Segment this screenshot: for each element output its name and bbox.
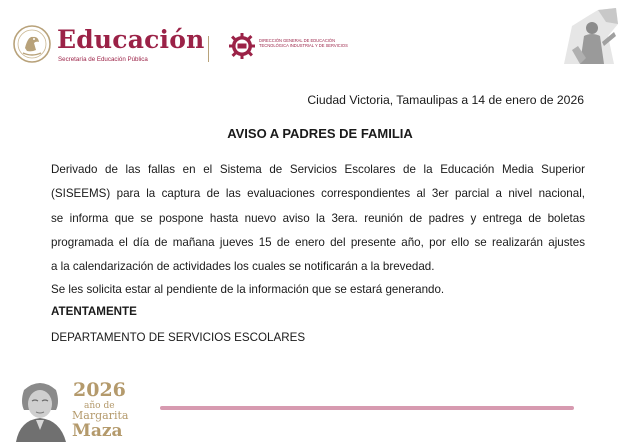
paragraph-line: Derivado de las fallas en el Sistema de Servicios Escolares de la Educación Media Superior (51, 163, 585, 176)
brand-subtitle: Secretaría de Educación Pública (58, 56, 148, 63)
margarita-maza-portrait-icon (6, 376, 74, 442)
secondary-logo-line: TECNOLÓGICA INDUSTRIAL Y DE SERVICIOS (259, 43, 348, 49)
closing-text: ATENTAMENTE (51, 305, 137, 318)
second-paragraph: Se les solicita estar al pendiente de la información que se estará generando. (51, 283, 445, 296)
brand-title: Educación (57, 25, 205, 54)
footer-name-last: Maza (72, 421, 123, 441)
signature-department: DEPARTAMENTO DE SERVICIOS ESCOLARES (51, 331, 306, 344)
paragraph-line: (SISEEMS) para la captura de las evaluaciones correspondientes al 3er parcial a nivel nacional, (51, 187, 585, 201)
paragraph-line: se informa que se pospone hasta nuevo aviso la 3era. reunión de padres y entrega de boletas (51, 211, 585, 225)
date-line: Ciudad Victoria, Tamaulipas a 14 de enero de 2026 (307, 93, 584, 107)
footer-year: 2026 (73, 379, 126, 401)
paragraph-line: programada el día de mañana jueves 15 de enero del presente año, por ello se realizarán ajustes (51, 235, 585, 249)
footer-divider-line (160, 406, 574, 410)
body-paragraph (51, 158, 585, 279)
secondary-logo-line: DIRECCIÓN GENERAL DE EDUCACIÓN (259, 38, 336, 43)
heroine-figure-icon (558, 6, 624, 70)
header-divider (208, 36, 209, 62)
mexico-coat-of-arms-icon (12, 24, 52, 64)
secondary-logo-text (259, 38, 349, 48)
footer-year-text: año de (84, 401, 115, 411)
paragraph-line: a la calendarización de actividades los cuales se notificarán a la brevedad. (51, 260, 435, 274)
document-title: AVISO A PADRES DE FAMILIA (227, 126, 413, 141)
footer-name-first: Margarita (72, 409, 129, 422)
dgeti-gear-logo-icon (228, 32, 256, 60)
